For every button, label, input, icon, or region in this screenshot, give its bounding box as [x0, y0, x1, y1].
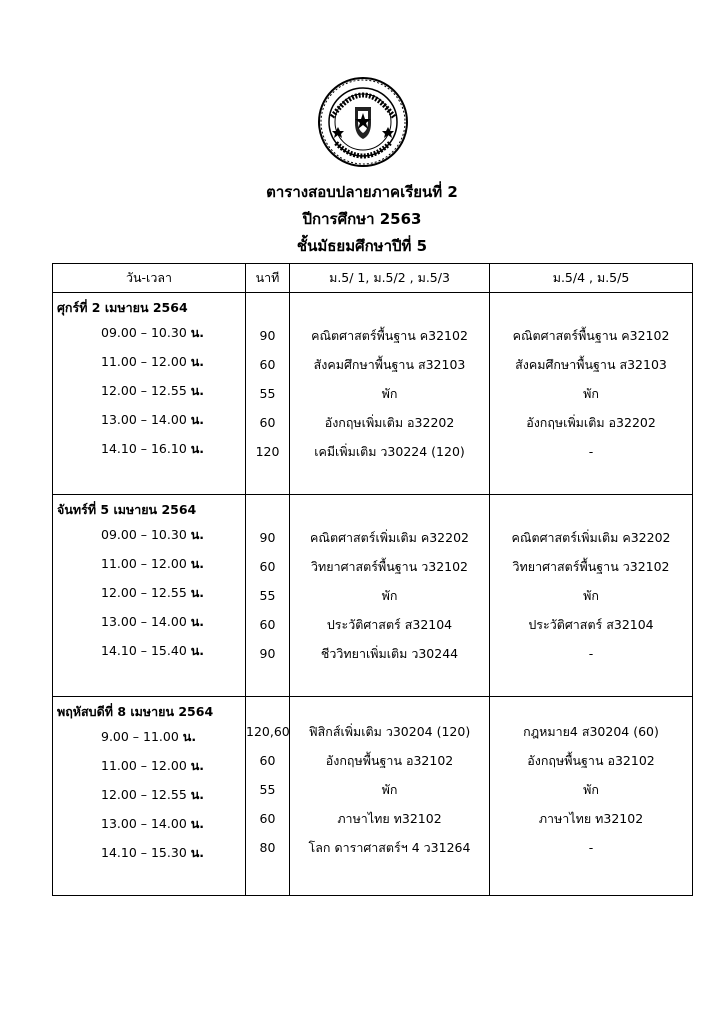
exam-minutes: 120: [255, 444, 280, 459]
group-1-subject: อังกฤษพื้นฐาน อ32102: [325, 753, 454, 768]
column-header-group-2: ม.5/4 , ม.5/5: [490, 264, 693, 293]
time-unit: น.: [190, 527, 205, 542]
group-2-subject: วิทยาศาสตร์พื้นฐาน ว32102: [512, 559, 670, 574]
exam-time: [53, 549, 245, 578]
time-range: 12.00 – 12.55: [101, 787, 191, 802]
group-2-subject: ประวัติศาสตร์ ส32104: [528, 617, 654, 632]
exam-minutes: 55: [259, 782, 276, 797]
exam-time: [53, 838, 245, 867]
exam-minutes: 90: [259, 646, 276, 661]
day-time-cell: [53, 495, 246, 697]
group-2-subjects-cell: [490, 697, 693, 896]
group-1-subject: พัก: [381, 386, 398, 401]
group-2-subject: อังกฤษเพิ่มเติม อ32202: [526, 415, 656, 430]
time-range: 12.00 – 12.55: [101, 383, 191, 398]
exam-time: [53, 722, 245, 751]
group-2-subject: คณิตศาสตร์เพิ่มเติม ค32202: [511, 530, 671, 545]
exam-date: ศุกร์ที่ 2 เมษายน 2564: [57, 300, 188, 315]
group-2-subject: -: [588, 444, 594, 459]
time-range: 11.00 – 12.00: [101, 354, 191, 369]
group-1-subject: เคมีเพิ่มเติม ว30224 (120): [314, 444, 465, 459]
exam-time: [53, 578, 245, 607]
group-1-subject: คณิตศาสตร์เพิ่มเติม ค32202: [310, 530, 469, 545]
day-block: [53, 495, 693, 697]
time-range: 13.00 – 14.00: [101, 412, 191, 427]
time-range: 12.00 – 12.55: [101, 585, 191, 600]
exam-date: พฤหัสบดีที่ 8 เมษายน 2564: [57, 704, 214, 719]
time-unit: น.: [190, 325, 205, 340]
time-range: 09.00 – 10.30: [101, 527, 191, 542]
group-2-subject: พัก: [583, 588, 599, 603]
exam-minutes: 60: [259, 559, 276, 574]
group-1-subjects-cell: [290, 293, 490, 495]
time-range: 13.00 – 14.00: [101, 614, 191, 629]
exam-time: [53, 607, 245, 636]
group-1-subjects-cell: [290, 495, 490, 697]
time-range: 14.10 – 16.10: [101, 441, 191, 456]
group-2-subject: พัก: [583, 386, 599, 401]
time-unit: น.: [190, 383, 205, 398]
group-1-subjects-cell: [290, 697, 490, 896]
grade-level: ชั้นมัธยมศึกษาปีที่ 5: [296, 237, 428, 255]
time-unit: น.: [190, 845, 205, 860]
group-2-subject: พัก: [583, 782, 599, 797]
exam-minutes: 60: [259, 617, 276, 632]
time-unit: น.: [182, 729, 197, 744]
exam-schedule-title: ตารางสอบปลายภาคเรียนที่ 2: [266, 183, 458, 201]
group-2-subject: -: [588, 840, 594, 855]
day-block: [53, 293, 693, 495]
exam-time: [53, 520, 245, 549]
time-range: 11.00 – 12.00: [101, 556, 191, 571]
group-1-subject: พัก: [381, 588, 398, 603]
column-header-group-1: ม.5/ 1, ม.5/2 , ม.5/3: [290, 264, 490, 293]
minutes-cell: [246, 293, 290, 495]
time-unit: น.: [190, 816, 205, 831]
time-unit: น.: [190, 787, 205, 802]
group-2-subject: คณิตศาสตร์พื้นฐาน ค32102: [512, 328, 670, 343]
exam-time: [53, 751, 245, 780]
time-unit: น.: [190, 354, 205, 369]
column-header-datetime: วัน-เวลา: [53, 264, 246, 293]
exam-minutes: 90: [259, 530, 276, 545]
group-2-subject: สังคมศึกษาพื้นฐาน ส32103: [515, 357, 667, 372]
group-1-subject: สังคมศึกษาพื้นฐาน ส32103: [313, 357, 466, 372]
group-1-subject: พัก: [381, 782, 398, 797]
exam-minutes: 80: [259, 840, 276, 855]
day-time-cell: [53, 697, 246, 896]
group-2-subject: -: [588, 646, 594, 661]
group-1-subject: ภาษาไทย ท32102: [337, 811, 442, 826]
group-2-subjects-cell: [490, 495, 693, 697]
time-unit: น.: [190, 441, 205, 456]
exam-date: จันทร์ที่ 5 เมษายน 2564: [57, 502, 197, 517]
exam-time: [53, 405, 245, 434]
group-1-subject: ประวัติศาสตร์ ส32104: [326, 617, 453, 632]
time-unit: น.: [190, 585, 205, 600]
table-header-row: [53, 264, 693, 293]
group-1-subject: ฟิสิกส์เพิ่มเติม ว30204 (120): [308, 724, 471, 739]
exam-minutes: 120,60: [246, 724, 290, 739]
exam-time: [53, 809, 245, 838]
exam-minutes: 60: [259, 811, 276, 826]
time-unit: น.: [190, 556, 205, 571]
exam-minutes: 55: [259, 386, 276, 401]
group-2-subjects-cell: [490, 293, 693, 495]
exam-schedule-table: [52, 263, 693, 896]
exam-minutes: 55: [259, 588, 276, 603]
time-range: 13.00 – 14.00: [101, 816, 191, 831]
time-range: 14.10 – 15.40: [101, 643, 191, 658]
group-1-subject: อังกฤษเพิ่มเติม อ32202: [324, 415, 455, 430]
minutes-cell: [246, 697, 290, 896]
exam-time: [53, 376, 245, 405]
exam-time: [53, 780, 245, 809]
time-unit: น.: [190, 758, 205, 773]
group-2-subject: อังกฤษพื้นฐาน อ32102: [527, 753, 655, 768]
time-unit: น.: [190, 412, 205, 427]
time-unit: น.: [190, 614, 205, 629]
exam-minutes: 60: [259, 357, 276, 372]
group-1-subject: วิทยาศาสตร์พื้นฐาน ว32102: [310, 559, 469, 574]
day-time-cell: [53, 293, 246, 495]
exam-minutes: 60: [259, 415, 276, 430]
minutes-cell: [246, 495, 290, 697]
day-block: [53, 697, 693, 896]
time-unit: น.: [190, 643, 205, 658]
group-2-subject: ภาษาไทย ท32102: [538, 811, 644, 826]
school-seal-logo: [318, 77, 408, 167]
time-range: 9.00 – 11.00: [101, 729, 183, 744]
exam-minutes: 90: [259, 328, 276, 343]
time-range: 11.00 – 12.00: [101, 758, 191, 773]
exam-time: [53, 636, 245, 665]
group-2-subject: กฎหมาย4 ส30204 (60): [523, 724, 659, 739]
academic-year: ปีการศึกษา 2563: [302, 210, 422, 228]
exam-time: [53, 318, 245, 347]
column-header-minutes: นาที: [246, 264, 290, 293]
group-1-subject: ชีววิทยาเพิ่มเติม ว30244: [320, 646, 459, 661]
exam-minutes: 60: [259, 753, 276, 768]
time-range: 14.10 – 15.30: [101, 845, 191, 860]
group-1-subject: คณิตศาสตร์พื้นฐาน ค32102: [311, 328, 468, 343]
exam-time: [53, 347, 245, 376]
exam-time: [53, 434, 245, 463]
group-1-subject: โลก ดาราศาสตร์ฯ 4 ว31264: [308, 840, 471, 855]
time-range: 09.00 – 10.30: [101, 325, 191, 340]
